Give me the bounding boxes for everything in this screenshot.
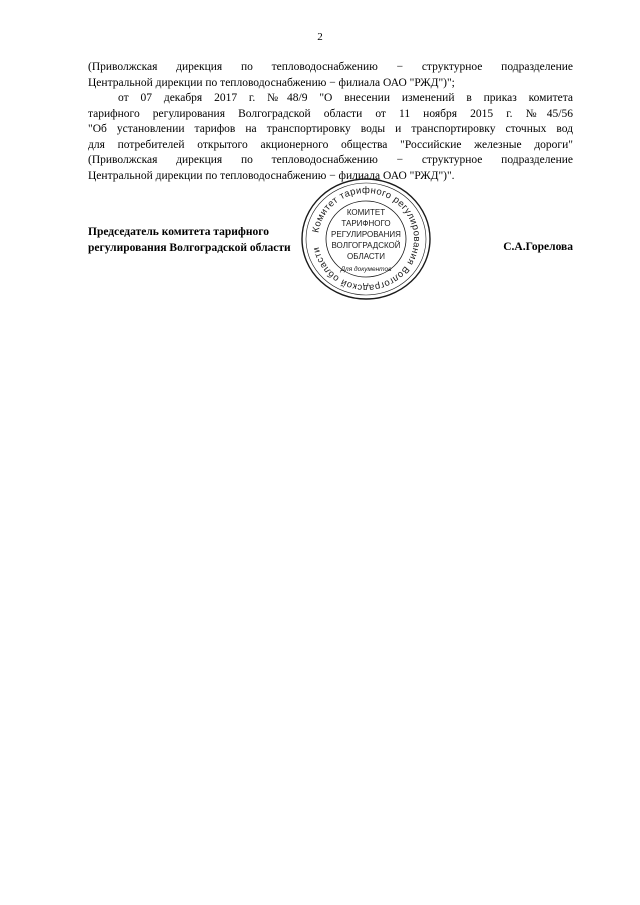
seal-ring-text: Комитет тарифного регулирования Волгоградской области (310, 184, 423, 294)
signatory-name: С.А.Горелова (503, 241, 573, 253)
paragraph-line: от 07 декабря 2017 г. №48/9 "О внесении изменений в приказ комитета (118, 92, 573, 104)
seal-bottom-text: Для документов (340, 266, 392, 273)
seal-center-line: ТАРИФНОГО (341, 219, 391, 228)
signatory-title (88, 225, 291, 256)
signatory-title-line: регулирования Волгоградской области (88, 241, 291, 254)
seal-center-line: ВОЛГОГРАДСКОЙ (331, 241, 401, 250)
seal-center-line: КОМИТЕТ (346, 208, 386, 217)
seal-outer-ring (302, 179, 430, 299)
paragraph-line: "Об установлении тарифов на транспортировку воды и транспортировку сточных вод (88, 123, 573, 135)
paragraph-continuation (88, 60, 573, 91)
paragraph-line: Центральной дирекции по тепловодоснабжению − филиала ОАО "РЖД")". (88, 169, 455, 182)
paragraph-line: тарифного регулирования Волгоградской области от 11 ноября 2015 г. №45/56 (88, 107, 573, 120)
signatory-title-line: Председатель комитета тарифного (88, 226, 269, 238)
paragraph-line: Центральной дирекции по тепловодоснабжению − филиала ОАО "РЖД")"; (88, 76, 455, 89)
official-seal (298, 175, 434, 303)
paragraph-line: (Приволжская дирекция по тепловодоснабжению − структурное подразделение (88, 61, 573, 73)
page-number: 2 (317, 31, 323, 43)
seal-center-line: ОБЛАСТИ (346, 252, 386, 261)
paragraph-line: для потребителей открытого акционерного общества "Российские железные дороги" (88, 138, 573, 151)
paragraph-order-item (88, 91, 573, 184)
seal-inner-ring (306, 183, 426, 295)
seal-center-line: РЕГУЛИРОВАНИЯ (331, 230, 401, 239)
paragraph-line: (Приволжская дирекция по тепловодоснабжению − структурное подразделение (88, 154, 573, 166)
